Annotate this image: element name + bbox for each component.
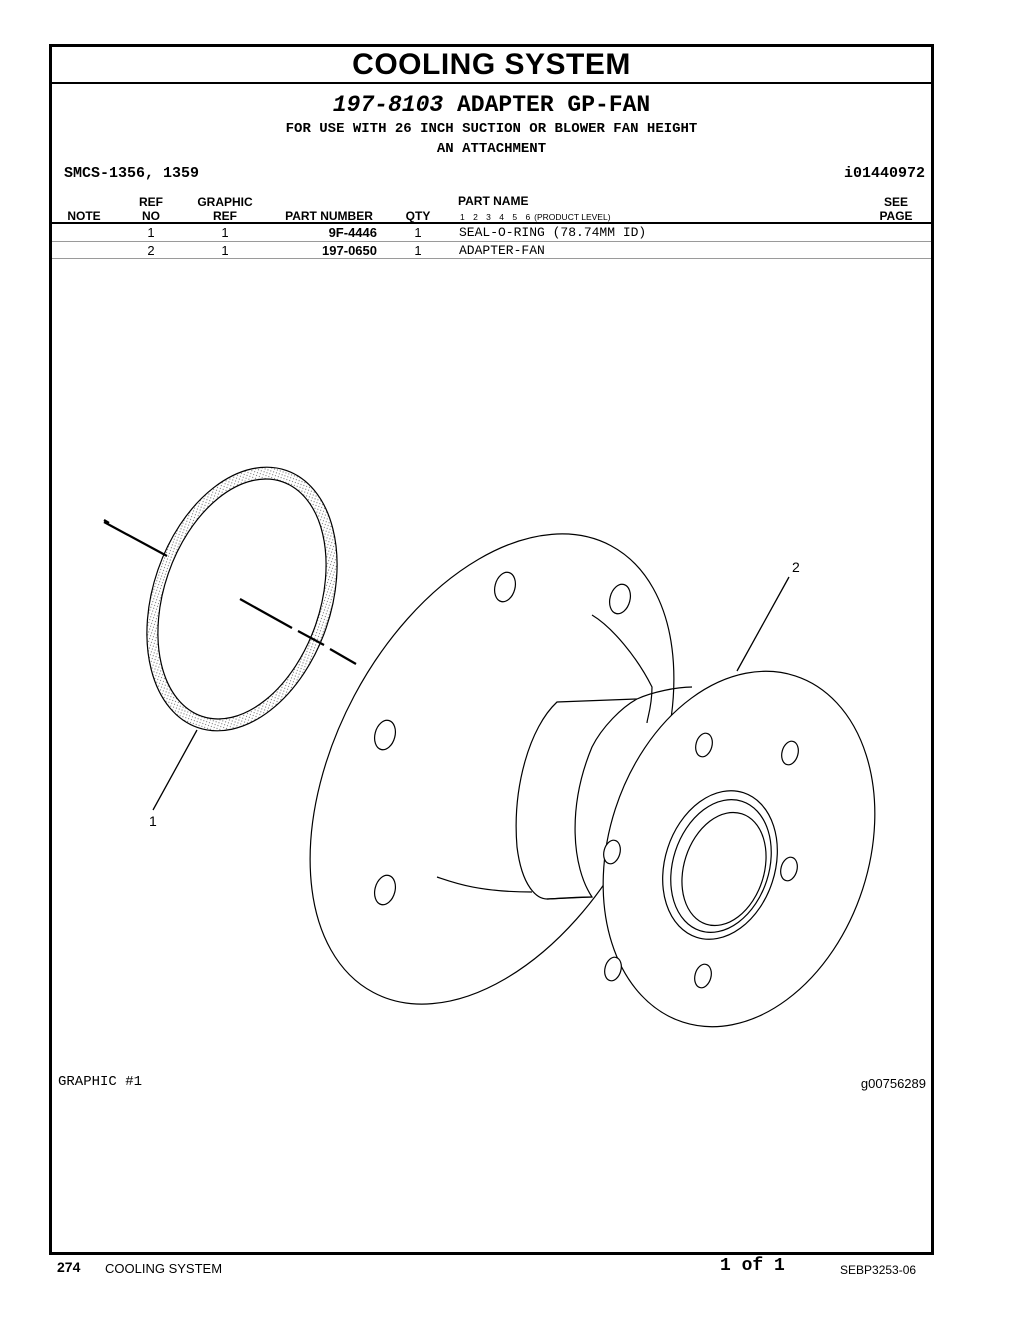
- callout-1: 1: [149, 813, 157, 829]
- ref-no: 2: [147, 243, 155, 258]
- col-ref-bottom: NO: [142, 209, 160, 223]
- callout-2: 2: [792, 559, 800, 575]
- subtitle-line-1: FOR USE WITH 26 INCH SUCTION OR BLOWER FAN HEIGHT: [285, 121, 698, 137]
- col-graphic-bottom: REF: [213, 209, 237, 223]
- part-number: 9F-4446: [328, 225, 377, 240]
- exploded-view-drawing: [52, 47, 931, 1252]
- col-graphic-top: GRAPHIC: [197, 195, 253, 209]
- part-name: SEAL-O-RING (78.74MM ID): [459, 225, 647, 240]
- fan-adapter: [235, 472, 918, 1065]
- col-ref-top: REF: [139, 195, 163, 209]
- col-qty: QTY: [405, 209, 431, 223]
- footer-doc-id: SEBP3253-06: [840, 1263, 917, 1277]
- ref-no: 1: [147, 225, 155, 240]
- col-see-top: SEE: [883, 195, 908, 209]
- col-note: NOTE: [67, 209, 101, 223]
- col-see-bottom: PAGE: [879, 209, 913, 223]
- graphic-ref: 1: [221, 243, 229, 258]
- qty: 1: [414, 225, 422, 240]
- col-part-number: PART NUMBER: [285, 209, 373, 223]
- section-title: COOLING SYSTEM: [352, 48, 631, 81]
- smcs-codes: SMCS-1356, 1359: [64, 165, 200, 182]
- qty: 1: [414, 243, 422, 258]
- group-name: ADAPTER GP-FAN: [457, 92, 651, 118]
- illustration-ident: i01440972: [843, 165, 925, 182]
- part-number: 197-0650: [322, 243, 377, 258]
- graphic-id: g00756289: [860, 1076, 926, 1091]
- product-level-numbers: 1 2 3 4 5 6: [460, 212, 531, 222]
- group-part-number: 197-8103: [332, 92, 444, 118]
- graphic-label: GRAPHIC #1: [58, 1074, 143, 1090]
- page-frame: [49, 44, 934, 1255]
- product-level-label: (PRODUCT LEVEL): [534, 212, 611, 222]
- footer-section: COOLING SYSTEM: [105, 1261, 223, 1276]
- footer-page-number: 274: [57, 1259, 81, 1275]
- footer-page-of: 1 of 1: [720, 1256, 785, 1276]
- subtitle-line-2: AN ATTACHMENT: [436, 141, 547, 157]
- graphic-ref: 1: [221, 225, 229, 240]
- col-part-name: PART NAME: [458, 194, 529, 208]
- part-name: ADAPTER-FAN: [459, 243, 545, 258]
